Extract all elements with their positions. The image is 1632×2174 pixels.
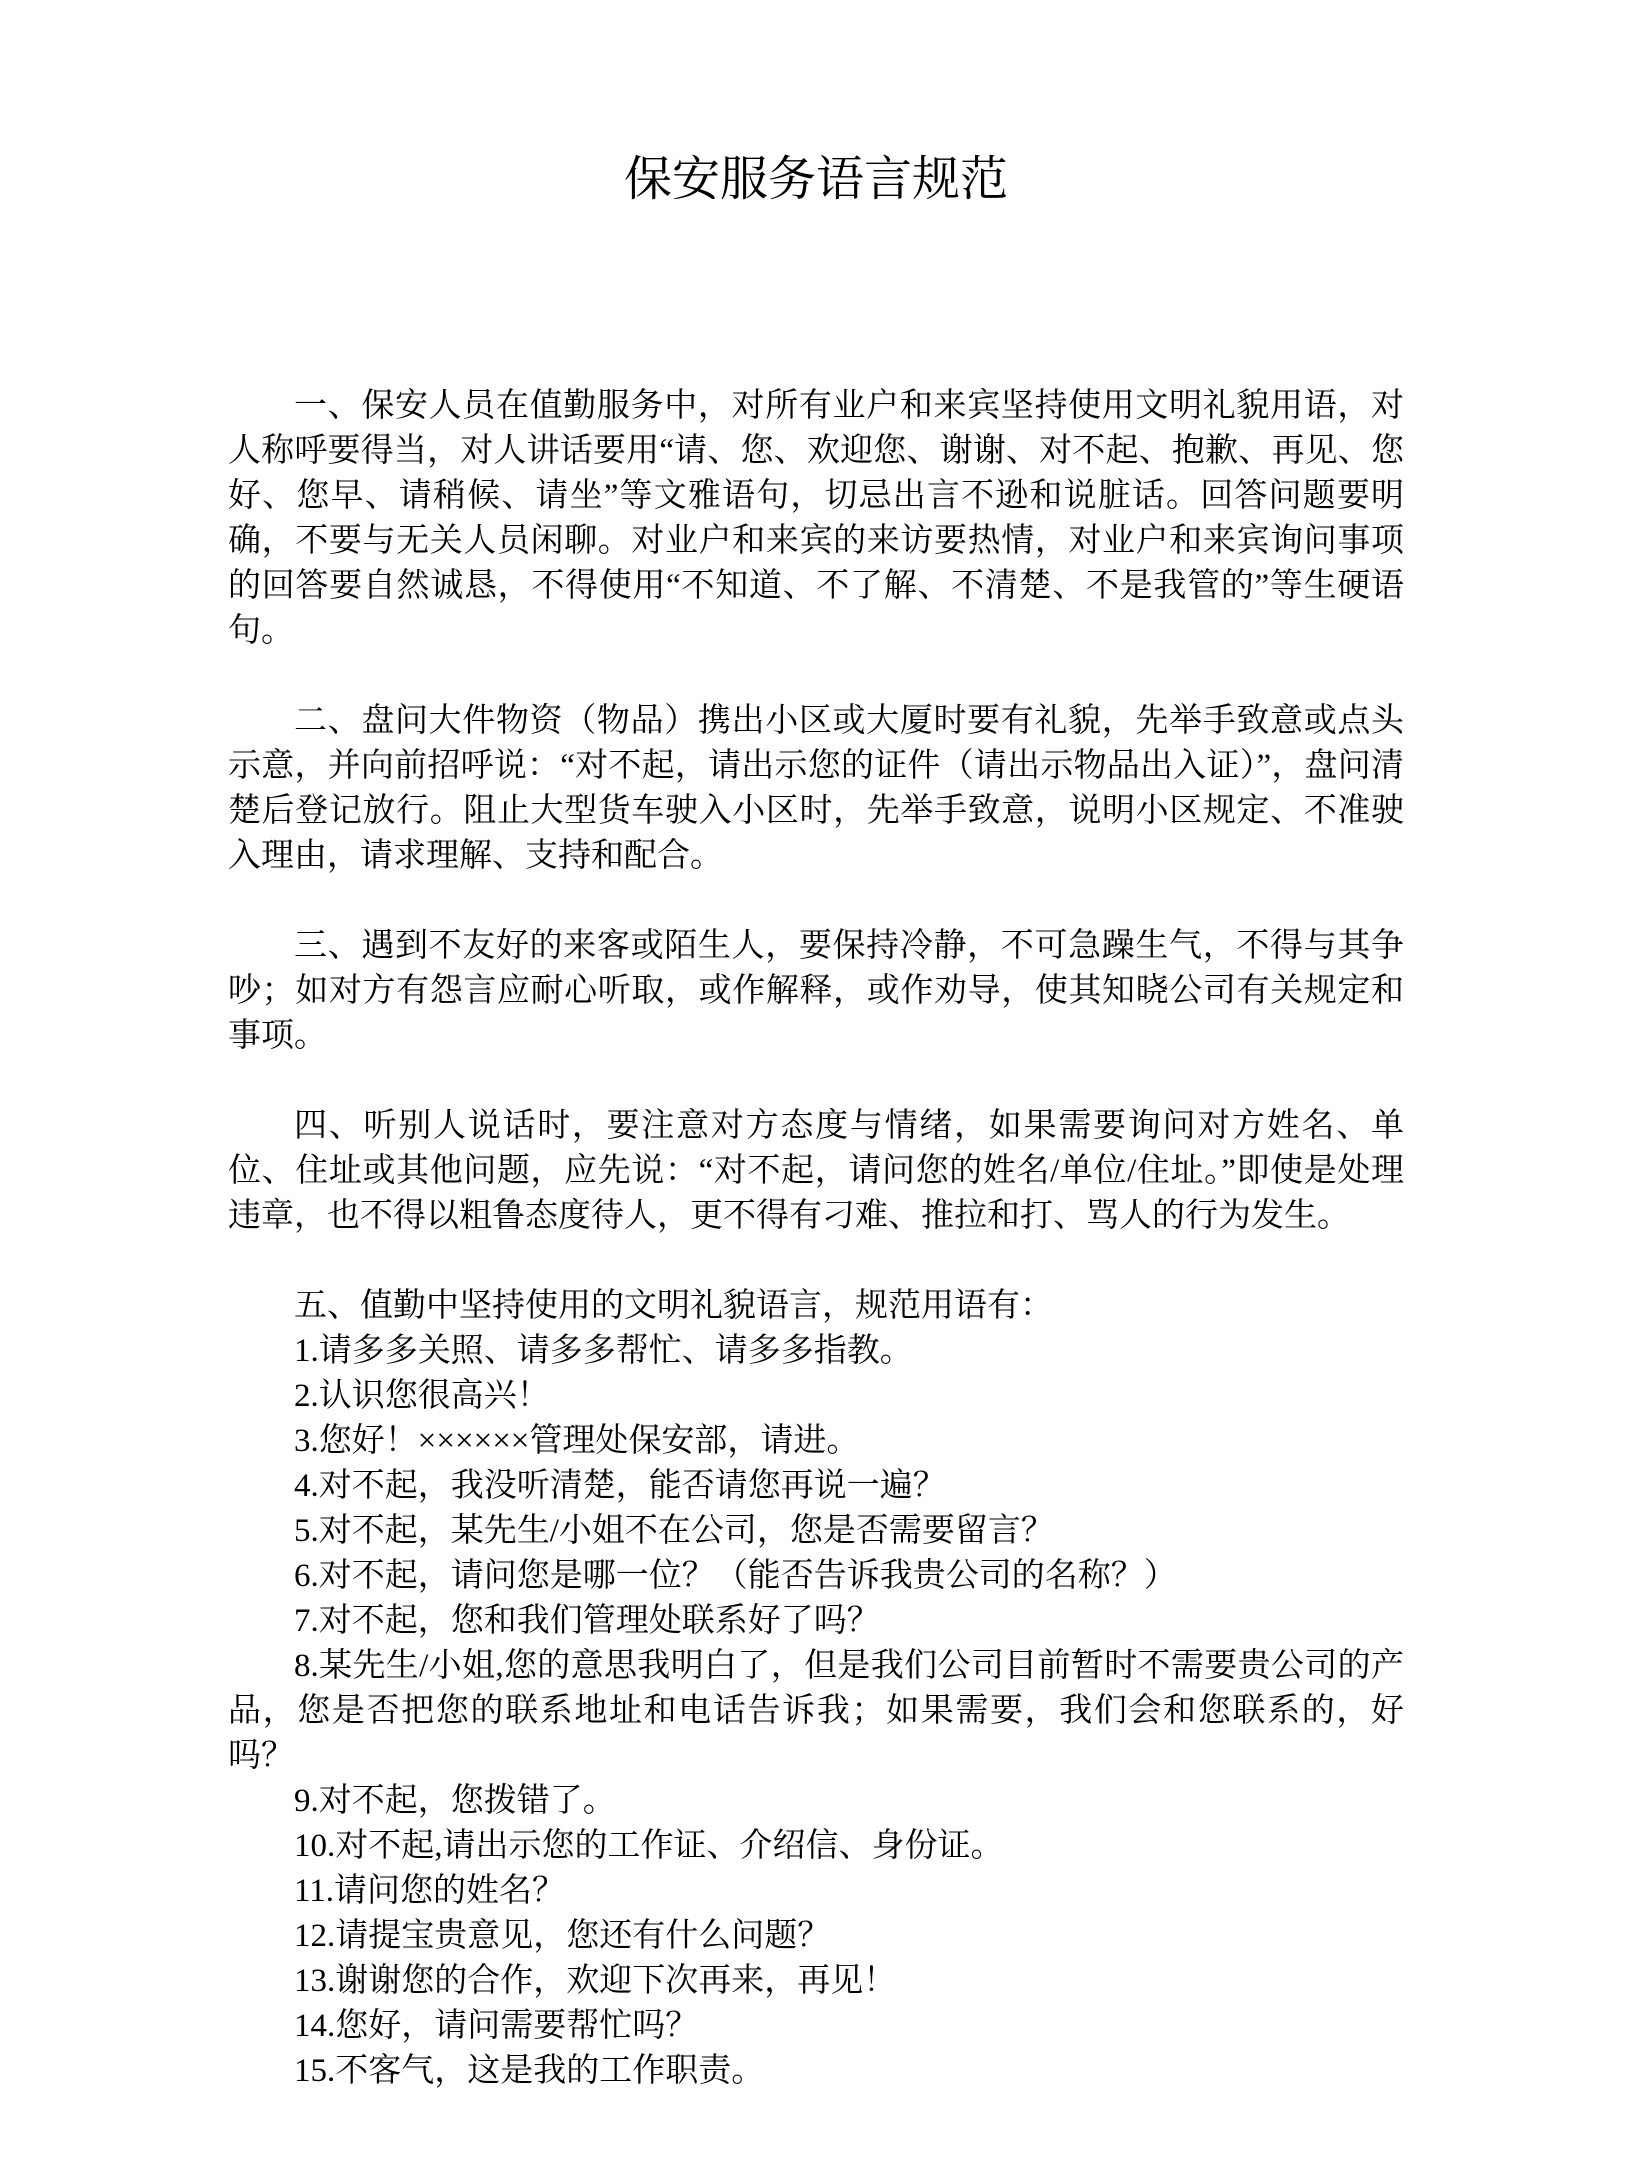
section-five-heading: 五、值勤中坚持使用的文明礼貌语言，规范用语有： (294, 1288, 1053, 1324)
list-item-14: 14.您好，请问需要帮忙吗？ (294, 2008, 699, 2044)
paragraph-two: 二、盘问大件物资（物品）携出小区或大厦时要有礼貌，先举手致意或点头示意，并向前招呼说：“对不起，请出示您的证件（请出示物品出入证）”，盘问清楚后登记放行。阻止大型货车驶入小区时，先举手致意，说明小区规定、不准驶入理由，请求理解、支持和配合。 (228, 703, 1404, 874)
list-item-8: 8.某先生/小姐,您的意思我明白了，但是我们公司目前暂时不需要贵公司的产品，您是否把您的联系地址和电话告诉我；如果需要，我们会和您联系的，好吗？ (228, 1648, 1404, 1774)
list-item-10: 10.对不起,请出示您的工作证、介绍信、身份证。 (294, 1828, 1004, 1864)
list-item-2: 2.认识您很高兴！ (294, 1378, 550, 1414)
paragraph-four: 四、听别人说话时，要注意对方态度与情绪，如果需要询问对方姓名、单位、住址或其他问题，应先说：“对不起，请问您的姓名/单位/住址。”即使是处理违章，也不得以粗鲁态度待人，更不得有刁难、推拉和打、骂人的行为发生。 (228, 1108, 1404, 1234)
list-item-4: 4.对不起，我没听清楚，能否请您再说一遍？ (294, 1468, 946, 1504)
list-item-15: 15.不客气，这是我的工作职责。 (294, 2053, 765, 2089)
paragraph-one: 一、保安人员在值勤服务中，对所有业户和来宾坚持使用文明礼貌用语，对人称呼要得当，对人讲话要用“请、您、欢迎您、谢谢、对不起、抱歉、再见、您好、您早、请稍候、请坐”等文雅语句，切忌出言不逊和说脏话。回答问题要明确，不要与无关人员闲聊。对业户和来宾的来访要热情，对业户和来宾询问事项的回答要自然诚恳，不得使用“不知道、不了解、不清楚、不是我管的”等生硬语句。 (228, 388, 1404, 649)
paragraph-three: 三、遇到不友好的来客或陌生人，要保持冷静，不可急躁生气，不得与其争吵；如对方有怨言应耐心听取，或作解释，或作劝导，使其知晓公司有关规定和事项。 (228, 928, 1404, 1054)
list-item-13: 13.谢谢您的合作，欢迎下次再来，再见！ (294, 1963, 897, 1999)
list-item-11: 11.请问您的姓名？ (294, 1873, 566, 1909)
list-item-12: 12.请提宝贵意见，您还有什么问题？ (294, 1918, 831, 1954)
list-item-1: 1.请多多关照、请多多帮忙、请多多指教。 (294, 1333, 913, 1369)
list-item-9: 9.对不起，您拨错了。 (294, 1783, 616, 1819)
list-item-6: 6.对不起，请问您是哪一位？（能否告诉我贵公司的名称？） (294, 1558, 1177, 1594)
list-item-7: 7.对不起，您和我们管理处联系好了吗？ (294, 1603, 880, 1639)
list-item-5: 5.对不起，某先生/小姐不在公司，您是否需要留言？ (294, 1513, 1054, 1549)
list-item-3: 3.您好！××××××管理处保安部，请进。 (294, 1423, 860, 1459)
document-title: 保安服务语言规范 (623, 153, 1008, 206)
